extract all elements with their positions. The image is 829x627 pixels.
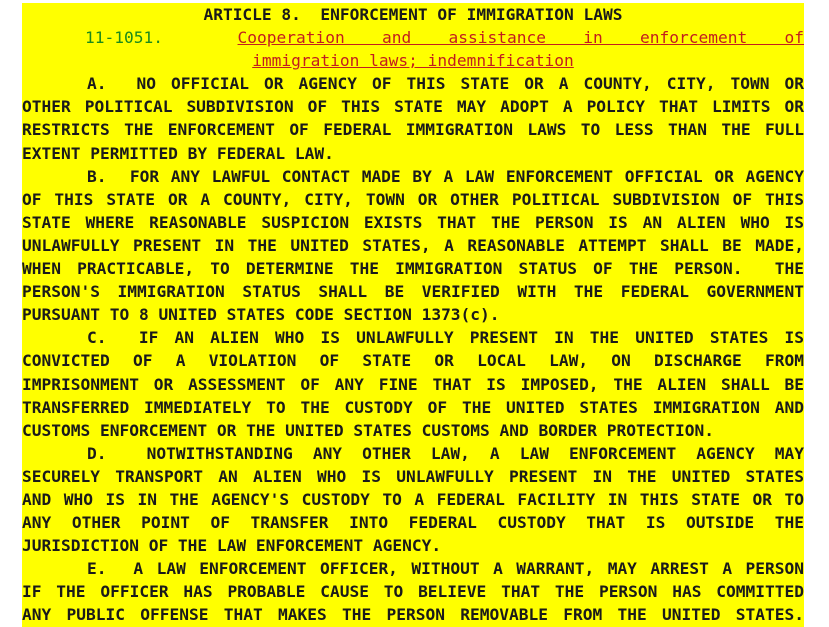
paragraph-line: OTHER POLITICAL SUBDIVISION OF THIS STATE MAY ADOPT A POLICY THAT LIMITS OR — [22, 95, 804, 118]
paragraph-line: D. NOTWITHSTANDING ANY OTHER LAW, A LAW ENFORCEMENT AGENCY MAY — [22, 442, 804, 465]
paragraph-line: A. NO OFFICIAL OR AGENCY OF THIS STATE OR A COUNTY, CITY, TOWN OR — [22, 72, 804, 95]
paragraph-line: E. A LAW ENFORCEMENT OFFICER, WITHOUT A WARRANT, MAY ARREST A PERSON — [22, 557, 804, 580]
paragraph-c — [22, 326, 804, 441]
paragraph-b — [22, 165, 804, 327]
paragraph-line: CONVICTED OF A VIOLATION OF STATE OR LOCAL LAW, ON DISCHARGE FROM — [22, 349, 804, 372]
paragraph-line: RESTRICTS THE ENFORCEMENT OF FEDERAL IMMIGRATION LAWS TO LESS THAN THE FULL — [22, 118, 804, 141]
paragraph-line: TRANSFERRED IMMEDIATELY TO THE CUSTODY OF THE UNITED STATES IMMIGRATION AND — [22, 396, 804, 419]
paragraph-line: UNLAWFULLY PRESENT IN THE UNITED STATES, A REASONABLE ATTEMPT SHALL BE MADE, — [22, 234, 804, 257]
section-heading-line-1 — [22, 26, 804, 49]
paragraph-line: PERSON'S IMMIGRATION STATUS SHALL BE VERIFIED WITH THE FEDERAL GOVERNMENT — [22, 280, 804, 303]
section-heading-line-2 — [22, 49, 804, 72]
paragraph-line: SECURELY TRANSPORT AN ALIEN WHO IS UNLAWFULLY PRESENT IN THE UNITED STATES — [22, 465, 804, 488]
paragraph-line: IMPRISONMENT OR ASSESSMENT OF ANY FINE THAT IS IMPOSED, THE ALIEN SHALL BE — [22, 373, 804, 396]
article-heading: ARTICLE 8. ENFORCEMENT OF IMMIGRATION LAWS — [22, 3, 804, 26]
paragraph-e — [22, 557, 804, 626]
paragraph-a — [22, 72, 804, 164]
section-title-line-2[interactable]: immigration laws; indemnification — [252, 51, 574, 71]
paragraph-line: B. FOR ANY LAWFUL CONTACT MADE BY A LAW ENFORCEMENT OFFICIAL OR AGENCY — [22, 165, 804, 188]
paragraph-line: PURSUANT TO 8 UNITED STATES CODE SECTION 1373(c). — [22, 303, 804, 326]
paragraph-line: IF THE OFFICER HAS PROBABLE CAUSE TO BELIEVE THAT THE PERSON HAS COMMITTED — [22, 580, 804, 603]
paragraph-line: OF THIS STATE OR A COUNTY, CITY, TOWN OR OTHER POLITICAL SUBDIVISION OF THIS — [22, 188, 804, 211]
paragraph-line: WHEN PRACTICABLE, TO DETERMINE THE IMMIGRATION STATUS OF THE PERSON. THE — [22, 257, 804, 280]
paragraph-line: EXTENT PERMITTED BY FEDERAL LAW. — [22, 142, 804, 165]
statute-document — [22, 3, 804, 627]
paragraph-line: ANY PUBLIC OFFENSE THAT MAKES THE PERSON REMOVABLE FROM THE UNITED STATES. — [22, 603, 804, 626]
paragraph-line: CUSTOMS ENFORCEMENT OR THE UNITED STATES CUSTOMS AND BORDER PROTECTION. — [22, 419, 804, 442]
paragraph-line: C. IF AN ALIEN WHO IS UNLAWFULLY PRESENT IN THE UNITED STATES IS — [22, 326, 804, 349]
paragraph-d — [22, 442, 804, 557]
section-number: 11-1051. — [85, 28, 163, 48]
paragraph-line: ANY OTHER POINT OF TRANSFER INTO FEDERAL CUSTODY THAT IS OUTSIDE THE — [22, 511, 804, 534]
paragraph-line: AND WHO IS IN THE AGENCY'S CUSTODY TO A FEDERAL FACILITY IN THIS STATE OR TO — [22, 488, 804, 511]
paragraph-line: STATE WHERE REASONABLE SUSPICION EXISTS THAT THE PERSON IS AN ALIEN WHO IS — [22, 211, 804, 234]
section-title-line-1[interactable]: Cooperation and assistance in enforcement of — [237, 28, 804, 48]
paragraph-line: JURISDICTION OF THE LAW ENFORCEMENT AGENCY. — [22, 534, 804, 557]
